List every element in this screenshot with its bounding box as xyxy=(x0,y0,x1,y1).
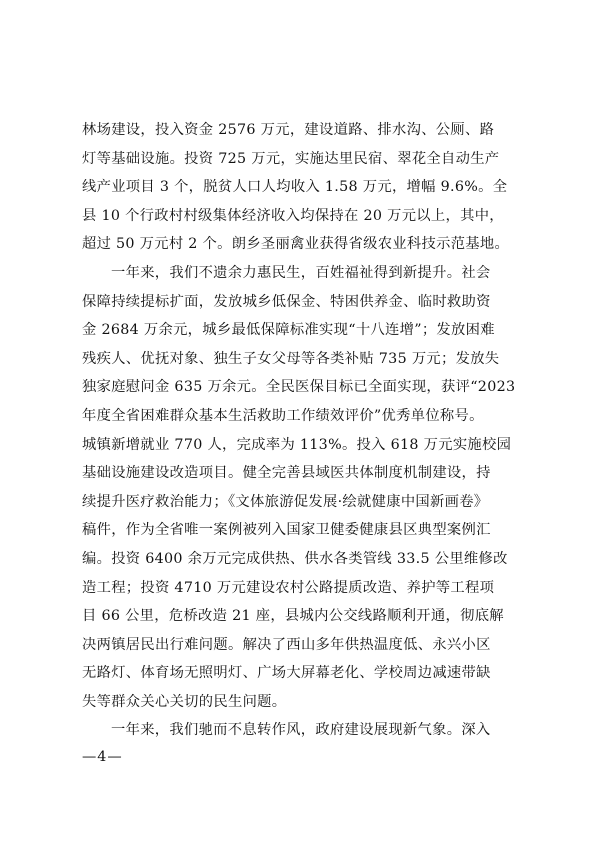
text-line: 超过 50 万元村 2 个。朗乡圣丽禽业获得省级农业科技示范基地。 xyxy=(82,236,510,253)
text-line: 决两镇居民出行难问题。解决了西山多年供热温度低、永兴小区 xyxy=(82,636,491,653)
text-line: 基础设施建设改造项目。健全完善县域医共体制度机制建设，持 xyxy=(82,465,491,482)
text-line: 林场建设，投入资金 2576 万元，建设道路、排水沟、公厕、路 xyxy=(82,122,495,138)
paragraph-lead-line: 一年来，我们驰而不息转作风，政府建设展现新气象。深入 xyxy=(111,722,491,739)
text-line: 编。投资 6400 余万元完成供热、供水各类管线 33.5 公里维修改 xyxy=(82,550,508,567)
text-line: 县 10 个行政村村级集体经济收入均保持在 20 万元以上，其中， xyxy=(82,207,504,224)
text-line: 年度全省困难群众基本生活救助工作绩效评价”优秀单位称号。 xyxy=(82,407,484,424)
text-line: 金 2684 万余元，城乡最低保障标准实现“十八连增”；发放困难 xyxy=(82,322,495,339)
text-line: 灯等基础设施。投资 725 万元，实施达里民宿、翠花全自动生产 xyxy=(82,150,500,167)
text-line: 残疾人、优抚对象、独生子女父母等各类补贴 735 万元；发放失 xyxy=(82,350,500,367)
text-line: 独家庭慰问金 635 万余元。全民医保目标已全面实现，获评“2023 xyxy=(82,379,516,396)
text-line: 稿件，作为全省唯一案例被列入国家卫健委健康县区典型案例汇 xyxy=(82,522,491,539)
text-line: 续提升医疗救治能力；《文体旅游促发展·绘就健康中国新画卷》 xyxy=(82,493,489,510)
text-line: 目 66 公里，危桥改造 21 座，县城内公交线路顺利开通，彻底解 xyxy=(82,608,504,625)
document-body xyxy=(82,116,522,745)
text-line: 城镇新增就业 770 人，完成率为 113%。投入 618 万元实施校园 xyxy=(82,436,512,453)
text-line: 失等群众关心关切的民生问题。 xyxy=(82,693,287,710)
text-line: 造工程；投资 4710 万元建设农村公路提质改造、养护等工程项 xyxy=(82,579,495,596)
text-line: 线产业项目 3 个，脱贫人口人均收入 1.58 万元，增幅 9.6%。全 xyxy=(82,179,508,196)
page-number: —4— xyxy=(82,749,123,765)
paragraph-lead-line: 一年来，我们不遗余力惠民生，百姓福祉得到新提升。社会 xyxy=(111,264,491,281)
text-line: 保障持续提标扩面，发放城乡低保金、特困供养金、临时救助资 xyxy=(82,293,491,310)
text-line: 无路灯、体育场无照明灯、广场大屏幕老化、学校周边减速带缺 xyxy=(82,665,491,682)
